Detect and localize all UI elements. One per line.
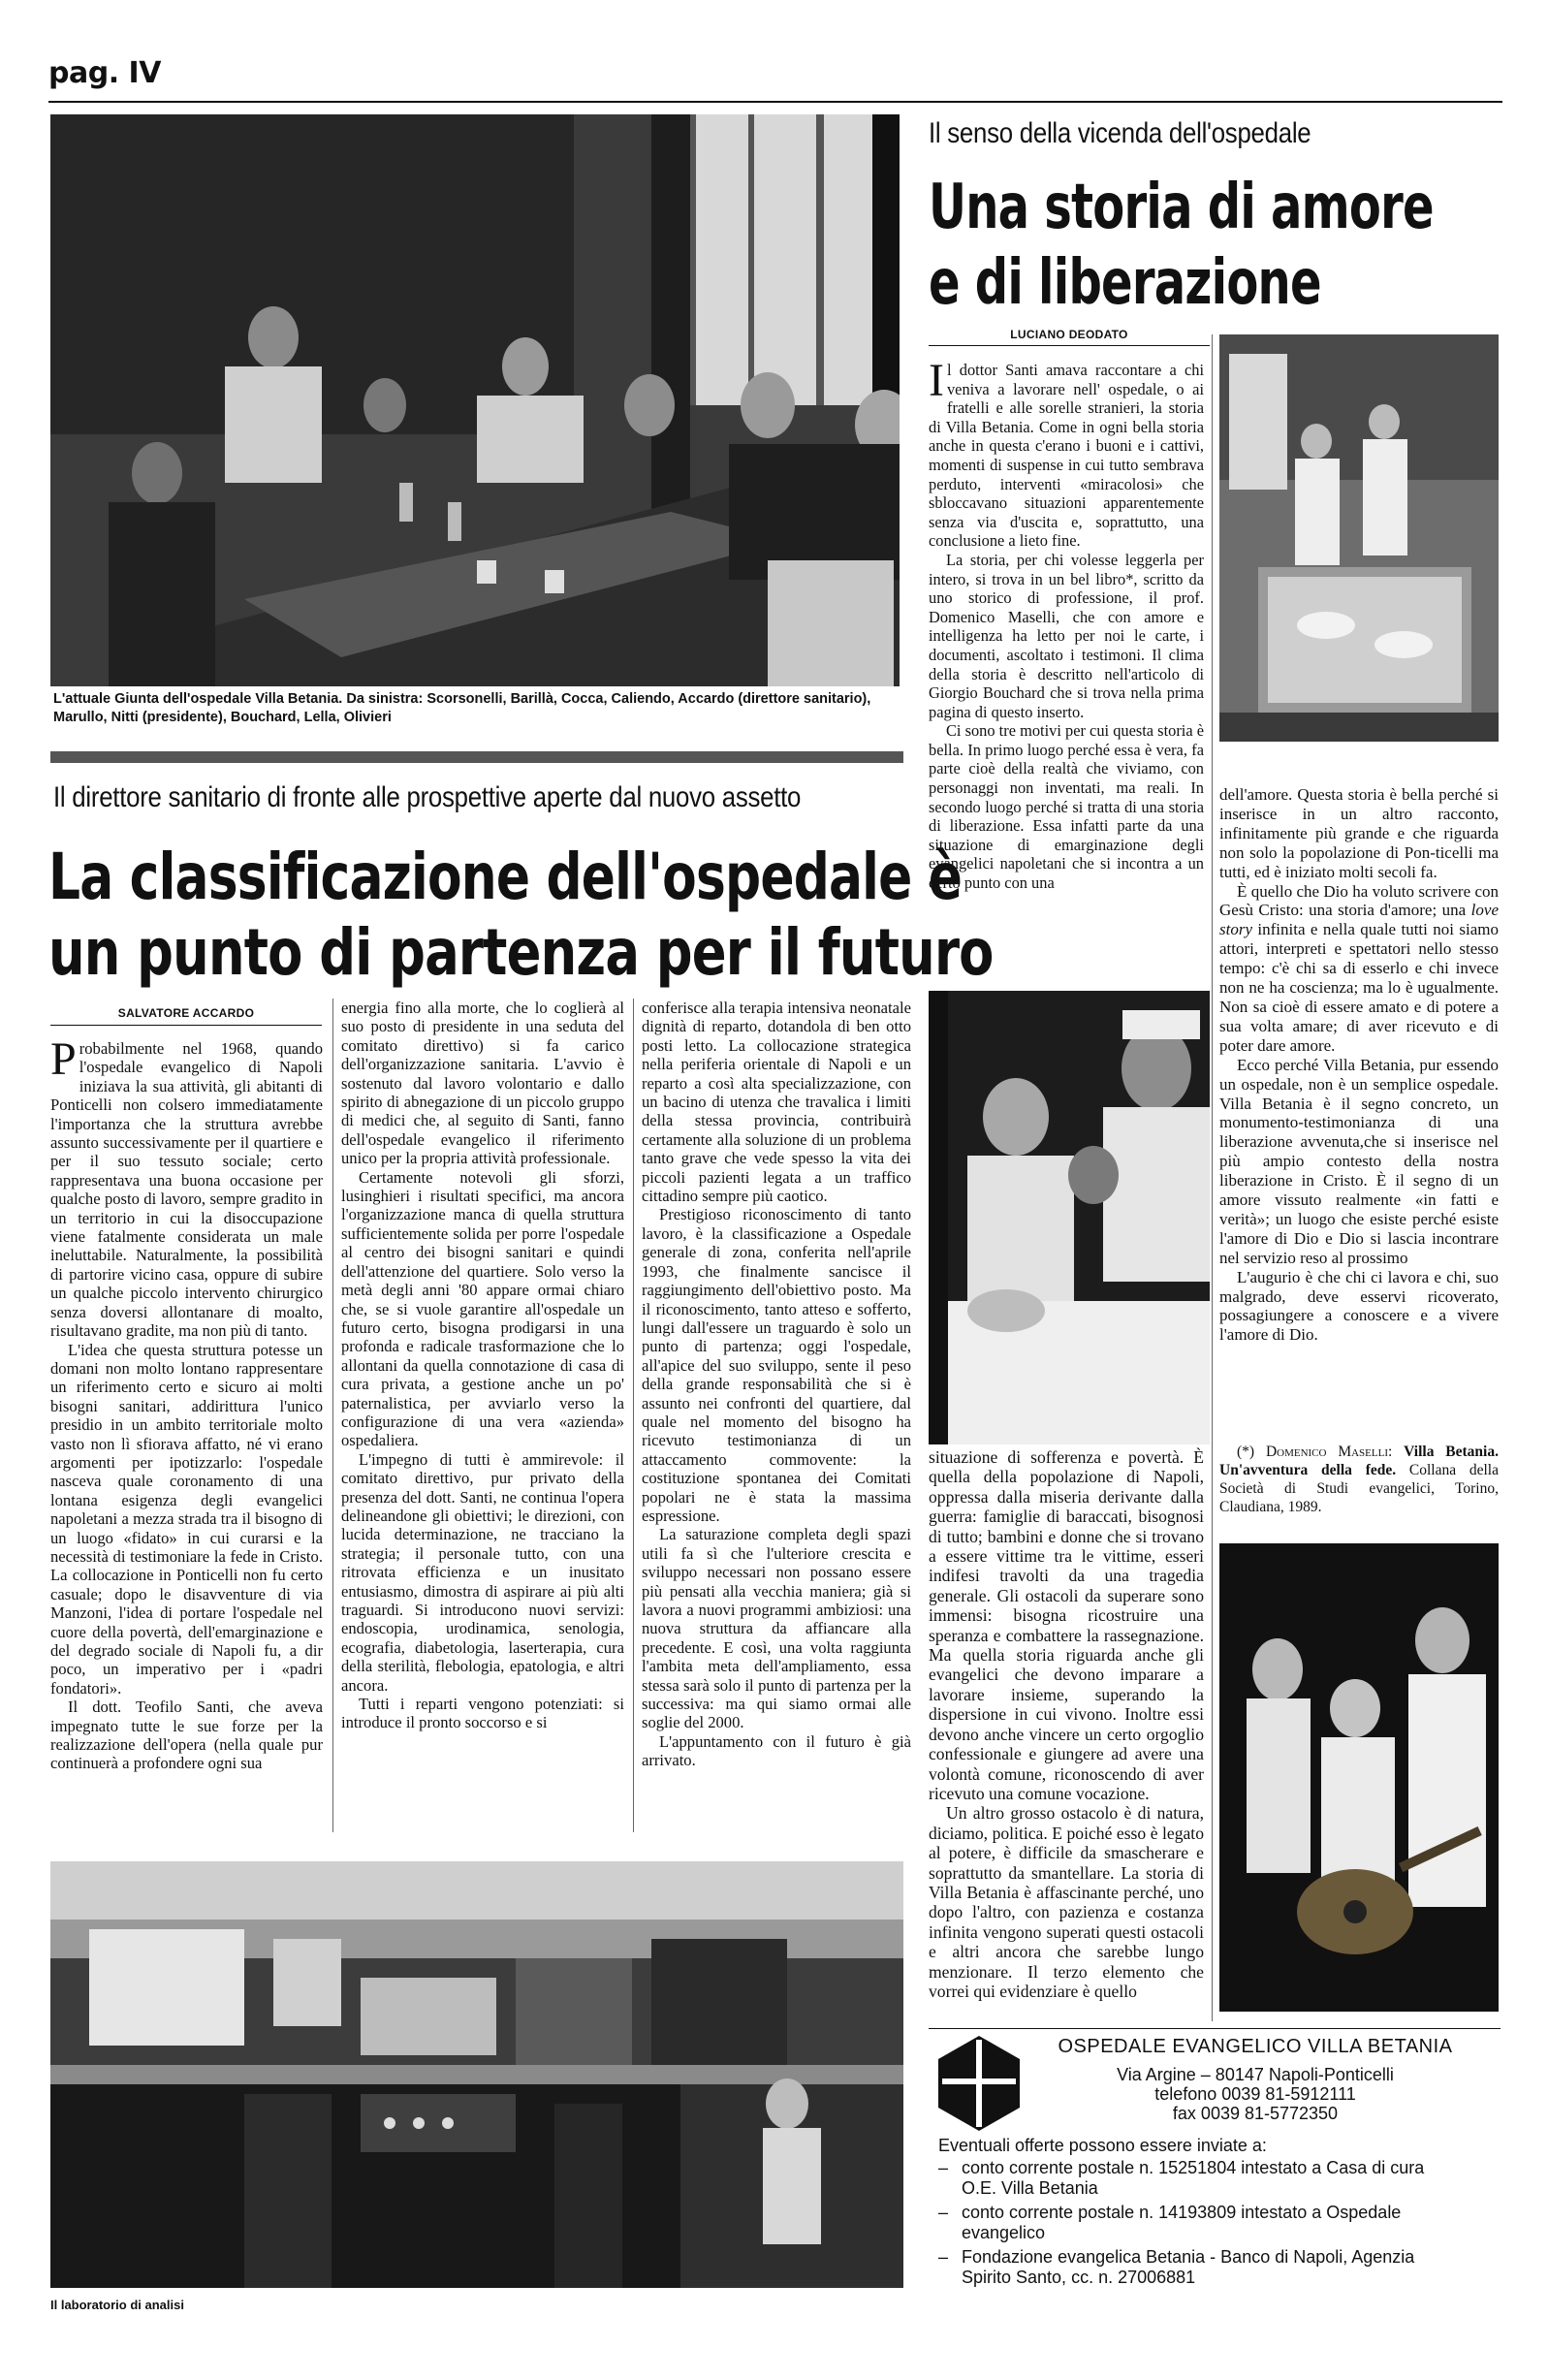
article1-col2-p2: Certamente notevoli gli sforzi, lusinghieri i risultati specifici, ma ancora l'organizzazione manca di quella struttura sufficientemente solida per porre l'ospedale al centro dei bisogni sanitari e quindi dell'attenzione del quartiere. Solo verso la metà degli anni '80 appare ormai chiaro che, se si vuole garantire all'ospedale un futuro certo, bisogna prodigarsi in una profonda e radicale trasformazione che lo allontani da quella connotazione di casa di cura privata, a gestione anche un po' paternalistica, per avviarlo verso la configurazione di una vera «azienda» ospedaliera. <box>341 1167 624 1450</box>
photo-ward <box>929 991 1210 1444</box>
article2-col2-p2a: È quello che Dio ha voluto scrivere con Gesù Cristo: una storia d'amore; una <box>1219 881 1499 920</box>
article1-col2-p3: L'impegno di tutti è ammirevole: il comitato direttivo, pur privato della presenza del dott. Santi, ne continua l'opera delineandone gli obiettivi; le direzioni, con lucida determinazione, ne tracciano la strategia; il personale tutto, con una ritrovata efficienza e un inusitato entusiasmo, dimostra di aspirare ai più alti traguardi. Si introducono nuovi servizi: endoscopia, urodinamica, senologia, ecografia, diabetologia, laserterapia, cura della sterilità, flebologia, epatologia, e altri ancora. <box>341 1449 624 1695</box>
article2-col2-p2b: infinita e nella quale tutti noi siamo attori, interpreti e spettatori nello stesso tempo: c'è chi sa di esserlo e chi invece non ne ha coscienza; ma lo è ugualmente. Non sa cioè di essere amato e di potere a sua volta amare; di aver ricevuto e di poter dare amore. <box>1219 920 1499 1055</box>
article2-col2-p4: L'augurio è che chi ci lavora e chi, suo malgrado, deve esservi ricoverato, possagiungere a conoscere e a vivere l'amore di Dio. <box>1219 1267 1499 1345</box>
footnote-author: Domenico Maselli <box>1265 1444 1388 1460</box>
byline-rule-1 <box>50 1025 322 1026</box>
article2-col1-p3: Ci sono tre motivi per cui questa storia è bella. In primo luogo perché essa è vera, fa parte cioè della realtà che viviamo, con personaggi non inventati, ma reali. In secondo luogo perché si tratta di una storia di liberazione. Essa infatti parte da una situazione di emarginazione degli evangelici napoletani che si incontra a un certo punto con una <box>929 721 1204 893</box>
footnote-mark: (*) <box>1237 1444 1266 1460</box>
footnote-sep: : <box>1387 1444 1405 1460</box>
header-rule <box>48 101 1502 103</box>
photo-nursery <box>1219 334 1499 742</box>
article2-headline-line1: Una storia di amore <box>929 172 1434 243</box>
article1-col1-p2: L'idea che questa struttura potesse un domani non molto lontano rappresentare un riferimento certo e sicuro ai molti bisogni sanitari, addirittura l'unico presidio in un ambito territoriale molto vasto non lì sfiorava affatto, né vi erano argomenti per ipotizzarlo: l'ospedale nasceva quale coronamento di una lontana esigenza degli evangelici napoletani a mezza strada tra il bisogno di un luogo «fidato» in cui curarsi e la necessità di testimoniare la fede in Cristo. La collocazione in Ponticelli non fu certo casuale; dopo le disavventure di via Manzoni, l'idea di portare l'ospedale nel cuore della povertà, dell'emarginazione e del degrado sociale di Napoli fu, a dir poco, un imperativo per i «padri fondatori». <box>50 1340 323 1698</box>
ad-address: Via Argine – 80147 Napoli-Ponticelli <box>1117 2065 1394 2084</box>
byline-rule-2 <box>929 345 1210 346</box>
column-rule-3 <box>1212 334 1213 2021</box>
column-rule-2 <box>633 999 634 1832</box>
article1-dropcap: P <box>50 1033 77 1085</box>
ad-hospital-name: OSPEDALE EVANGELICO VILLA BETANIA <box>1058 2036 1453 2057</box>
ad-list-item <box>938 2247 1442 2288</box>
article2-col1-p2: La storia, per chi volesse leggerla per intero, si trova in un bel libro*, scritto da uno storico di professione, il prof. Domenico Maselli, che con amore e intelligenza ha letto per noi le carte, i documenti, ascoltato i testimoni. Il clima della storia è descritto nell'articolo di Giorgio Bouchard che si trova nella prima pagina di questo inserto. <box>929 550 1204 721</box>
article1-headline-line2: un punto di partenza per il futuro <box>48 915 994 990</box>
article2-col1-p5: Un altro grosso ostacolo è di natura, diciamo, politica. E poiché esso è legato al potere, è difficile da smascherare e soprattutto da smantellare. La storia di Villa Betania è affascinante perché, uno dopo l'altro, con pazienza e costanza infinita vengono superati questi ostacoli e altri ancora che sarebbe lungo menzionare. Il terzo elemento che vorrei qui evidenziare è quello <box>929 1803 1204 2001</box>
article2-col1-p1: l dottor Santi amava raccontare a chi veniva a lavorare nell' ospedale, o ai fratelli e alle sorelle stranieri, la storia di Villa Betania. Come in ogni bella storia anche in questa c'erano i buoni e i cattivi, momenti di suspense in cui tutto sembrava perduto, interventi «miracolosi» che sbloccavano situazioni apparentemente senza via d'uscita e, soprattutto, una conclusione a lieto fine. <box>929 361 1204 551</box>
ad-fax: fax 0039 81-5772350 <box>1172 2104 1339 2123</box>
article1-col3-p1: conferisce alla terapia intensiva neonatale dignità di reparto, dotandola di ben otto posti letto. La collocazione strategica nella periferia orientale di Napoli e un reparto a così alta specializzazione, con un bacino di utenza che travalica i limiti della stessa provincia, contribuirà certamente alla soluzione di un problema tanto grave che vede spesso la vita dei piccoli pazienti legata a un traffico cittadino sempre più caotico. <box>642 999 911 1206</box>
ad-phone: telefono 0039 81-5912111 <box>1154 2084 1356 2104</box>
dash-icon: – <box>938 2203 949 2222</box>
article2-paragraph <box>929 355 1204 551</box>
article2-headline-line2: e di liberazione <box>929 247 1321 319</box>
footnote-title: Villa Betania. Un'avventura della fede. <box>1219 1444 1499 1478</box>
dash-icon: – <box>938 2158 949 2177</box>
footnote-rest: Collana della Società di Studi evangelici, Torino, Claudiana, 1989. <box>1219 1462 1499 1515</box>
article2-column-1-top <box>929 355 1204 893</box>
article1-col2-p4: Tutti i reparti vengono potenziati: si introduce il pronto soccorso e si <box>341 1695 624 1732</box>
article1-column-1 <box>50 1033 323 1773</box>
cross-logo-icon <box>938 2036 1020 2131</box>
footnote-paragraph <box>1219 1443 1499 1516</box>
photo-caption-laboratorio: Il laboratorio di analisi <box>50 2298 184 2312</box>
article2-column-2 <box>1219 785 1499 1345</box>
dash-icon: – <box>938 2247 949 2267</box>
ad-intro: Eventuali offerte possono essere inviate a: <box>938 2136 1267 2155</box>
divider-band <box>50 751 903 763</box>
article1-col3-p2: Prestigioso riconoscimento di tanto lavoro, è la classificazione a Ospedale generale di zona, conferita nell'aprile 1993, che finalmente sancisce il raggiungimento dell'obiettivo posto. Ma il riconoscimento, tanto atteso e sofferto, lungi dall'essere un traguardo è solo un punto di partenza; oggi l'ospedale, all'apice del suo sviluppo, sente il peso della grande responsabilità che si è assunto nei confronti del quartiere, dal quale nel momento del bisogno ha ricevuto testimonianza di un attaccamento commovente: la costituzione spontanea dei Comitati popolari ne è stata la massima espressione. <box>642 1205 911 1525</box>
photo-nurses-guitar <box>1219 1543 1499 2012</box>
article1-col2-p1: energia fino alla morte, che lo coglierà al suo posto di presidente in una seduta del comitato direttivo) si fa carico dell'organizzazione sanitaria. L'avvio è sostenuto dal lavoro volontario e dallo spirito di abnegazione di un piccolo gruppo di medici che, al seguito di Santi, fanno dell'ospedale evangelico il riferimento unico per la propria attività professionale. <box>341 999 624 1168</box>
article2-col2-p2-italic: love story <box>1219 901 1499 939</box>
article2-column-1-bottom <box>929 1447 1204 2001</box>
article1-headline-line1: La classificazione dell'ospedale è <box>48 840 963 914</box>
ad-item-text: Fondazione evangelica Betania - Banco di Napoli, Agenzia Spirito Santo, cc. n. 27006881 <box>962 2247 1415 2287</box>
column-rule-1 <box>332 999 333 1832</box>
article2-col2-p2 <box>1219 882 1499 1056</box>
article1-col1-p1: robabilmente nel 1968, quando l'ospedale evangelico di Napoli iniziava la sua attività, gli abitanti di Ponticelli non colsero immediatamente l'importanza che la struttura avrebbe assunto successivamente per il quartiere e per il suo tessuto sociale; certo rappresentava una buona occasione per qualche posto di lavoro, sempre gradito in un territorio in cui la disoccupazione viene fatalmente considerata un male ineluttabile. Naturalmente, la possibilità di partorire vicino casa, oppure di subire un qualche piccolo intervento chirurgico senza doversi allontanare di moalto, risultavano gradite, ma non più di tanto. <box>50 1039 323 1341</box>
article1-column-3 <box>642 999 911 1770</box>
article1-column-2 <box>341 999 624 1732</box>
ad-item-text: conto corrente postale n. 14193809 intestato a Ospedale evangelico <box>962 2203 1402 2242</box>
ad-list-item <box>938 2158 1442 2199</box>
article1-kicker: Il direttore sanitario di fronte alle prospettive aperte dal nuovo assetto <box>53 781 802 813</box>
article1-paragraph <box>50 1033 323 1341</box>
ad-list <box>938 2158 1442 2288</box>
ad-item-text: conto corrente postale n. 15251804 intestato a Casa di cura O.E. Villa Betania <box>962 2158 1425 2198</box>
ad-top-rule <box>929 2028 1501 2029</box>
article2-col1-p4: situazione di sofferenza e povertà. È quella della popolazione di Napoli, oppressa dalla miseria derivante dalla guerra: famiglie di baraccati, bisognosi di tutto; bambini e donne che si trovano a essere vittime tra le vittime, esseri indifesi travolti da una tragedia generale. Gli ostacoli da superare sono immensi: bisogna ricostruire una speranza e combattere la rassegnazione. Ma quella storia riguarda anche gli evangelici che devono imparare a lavorare insieme, superando la dispersione in cui vivono. Inoltre essi devono anche vincere un certo orgoglio confessionale e giungere ad avere una volontà comune, riconoscendo di aver ricevuto una comune vocazione. <box>929 1447 1204 1803</box>
article1-col3-p4: L'appuntamento con il futuro è già arrivato. <box>642 1731 911 1770</box>
ad-list-item <box>938 2203 1442 2243</box>
article2-col2-p3: Ecco perché Villa Betania, pur essendo un ospedale, non è un semplice ospedale. Villa Betania è il segno concreto, un monumento-testimonianza di una liberazione avvenuta,che si inserisce nel più ampio contesto della nostra liberazione in Cristo. È il segno di un amore vissuto realmente «in fatti e verità»; un luogo che esiste perché esiste l'amore di Dio e Dio si lascia incontrare nel servizio reso al prossimo <box>1219 1055 1499 1267</box>
article2-kicker: Il senso della vicenda dell'ospedale <box>929 117 1311 149</box>
article1-col1-p3: Il dott. Teofilo Santi, che aveva impegnato tutte le sue forze per la realizzazione dell'opera (nella quale pur continuerà a profondere ogni sua <box>50 1698 323 1773</box>
article2-byline: LUCIANO DEODATO <box>1010 328 1128 341</box>
article2-col2-p1: dell'amore. Questa storia è bella perché si inserisce in un altro racconto, infinitamente più grande e che riguarda non solo la popolazione di Pon-ticelli ma tutti, ed è iniziato molti secoli fa. <box>1219 785 1499 881</box>
photo-caption-giunta: L'attuale Giunta dell'ospedale Villa Betania. Da sinistra: Scorsonelli, Barillà, Cocca, Caliendo, Accardo (direttore sanitario), Marullo, Nitti (presidente), Bouchard, Lella, Olivieri <box>53 691 871 725</box>
article1-col3-p3: La saturazione completa degli spazi utili fa sì che l'ulteriore crescita e sviluppo necessari non possano essere più pensati alla vecchia maniera; già si lavora a nuovi programmi ambiziosi: una nuova struttura da affiancare alla precedente. E così, una volta raggiunta l'ambita meta dell'ampliamento, essa stessa sarà solo il punto di partenza per la successiva: ma qui siamo ormai alle soglie del 2000. <box>642 1525 911 1732</box>
page-number: pag. IV <box>48 56 161 90</box>
photo-giunta <box>50 114 900 686</box>
article1-byline: SALVATORE ACCARDO <box>117 1006 255 1020</box>
article2-footnote <box>1219 1443 1499 1516</box>
photo-laboratorio <box>50 1861 903 2288</box>
article2-dropcap: I <box>929 355 944 406</box>
